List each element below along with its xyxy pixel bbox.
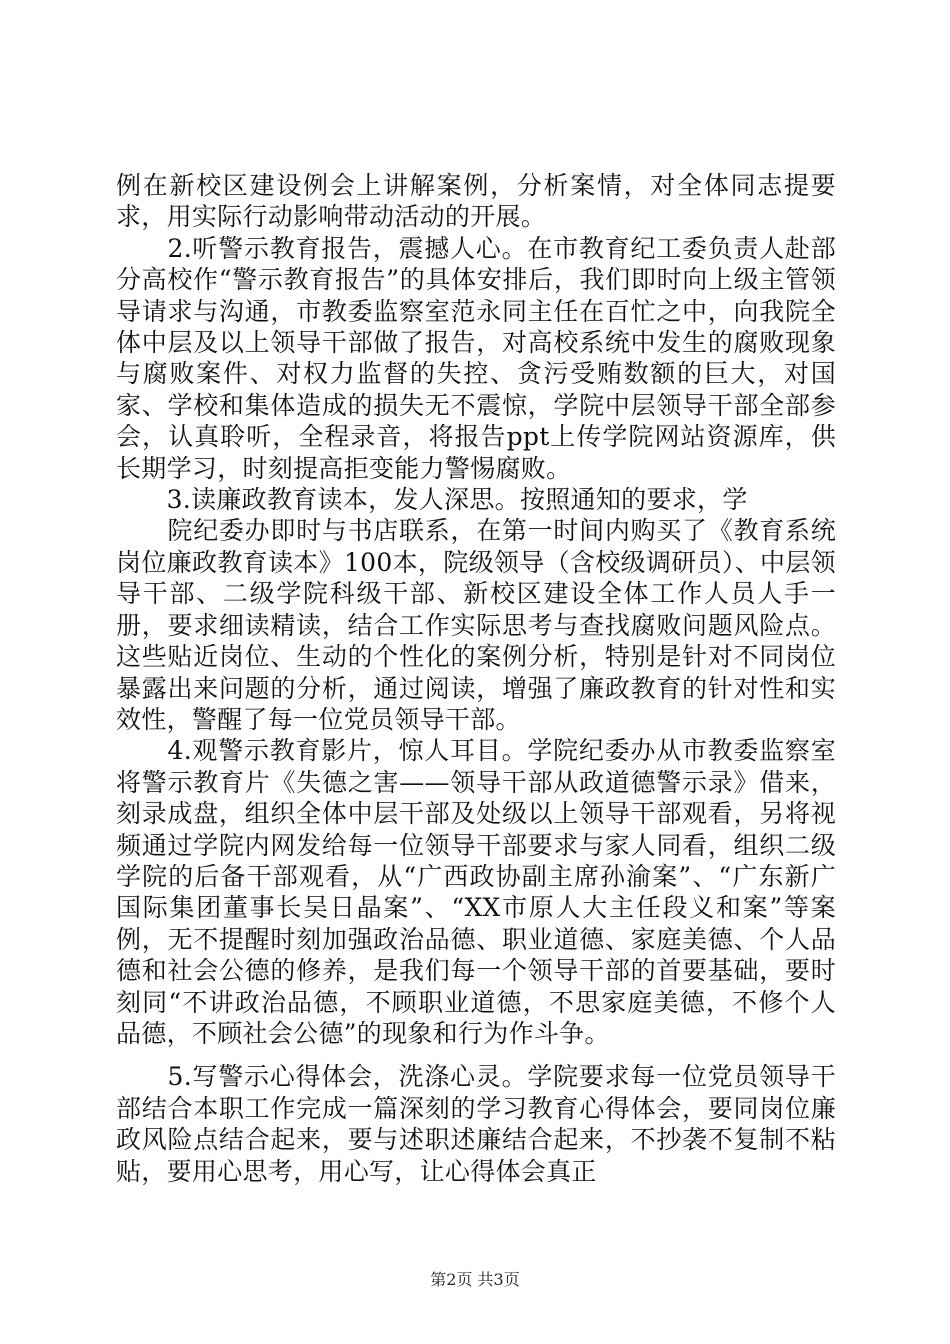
- paragraph-item-3: 3.读廉政教育读本，发人深思。按照通知的要求，学: [116, 485, 748, 515]
- paragraph-item-2: 2.听警示教育报告，震撼人心。在市教育纪工委负责人赴部分高校作“警示教育报告”的具体安排后，我们即时向上级主管领导请求与沟通，市教委监察室范永同主任在百忙之中，向我院全体中层及以上领导干部做了报告，对高校系统中发生的腐败现象与腐败案件、对权力监督的失控、贪污受贿数额的巨大，对国家、学校和集体造成的损失无不震惊，学院中层领导干部全部参会，认真聆听，全程录音，将报告ppt上传学院网站资源库，供长期学习，时刻提高拒变能力警惕腐败。: [116, 233, 836, 483]
- document-body: [116, 170, 836, 1187]
- paragraph-spacer: [116, 1049, 836, 1061]
- paragraph-item-4: 4.观警示教育影片，惊人耳目。学院纪委办从市教委监察室将警示教育片《失德之害——领导干部从政道德警示录》借来，刻录成盘，组织全体中层干部及处级以上领导干部观看，另将视频通过学院内网发给每一位领导干部要求与家人同看，组织二级学院的后备干部观看，从“广西政协副主席孙渝案”、“广东新广国际集团董事长吴日晶案”、“XX市原人大主任段义和案”等案例，无不提醒时刻加强政治品德、职业道德、家庭美德、个人品德和社会公德的修养，是我们每一个领导干部的首要基础，要时刻同“不讲政治品德，不顾职业道德，不思家庭美德，不修个人品德，不顾社会公德”的现象和行为作斗争。: [116, 736, 836, 1048]
- paragraph-continuation: 例在新校区建设例会上讲解案例，分析案情，对全体同志提要求，用实际行动影响带动活动的开展。: [116, 171, 836, 232]
- paragraph-item-5: 5.写警示心得体会，洗涤心灵。学院要求每一位党员领导干部结合本职工作完成一篇深刻的学习教育心得体会，要同岗位廉政风险点结合起来，要与述职述廉结合起来，不抄袭不复制不粘贴，要用心思考，用心写，让心得体会真正: [116, 1062, 836, 1186]
- paragraph-item-3-continued: 院纪委办即时与书店联系，在第一时间内购买了《教育系统岗位廉政教育读本》100本，院级领导（含校级调研员）、中层领导干部、二级学院科级干部、新校区建设全体工作人员人手一册，要求细读精读，结合工作实际思考与查找腐败问题风险点。这些贴近岗位、生动的个性化的案例分析，特别是针对不同岗位暴露出来问题的分析，通过阅读，增强了廉政教育的针对性和实效性，警醒了每一位党员领导干部。: [116, 516, 836, 734]
- page-number-footer: 第2页 共3页: [430, 1270, 520, 1289]
